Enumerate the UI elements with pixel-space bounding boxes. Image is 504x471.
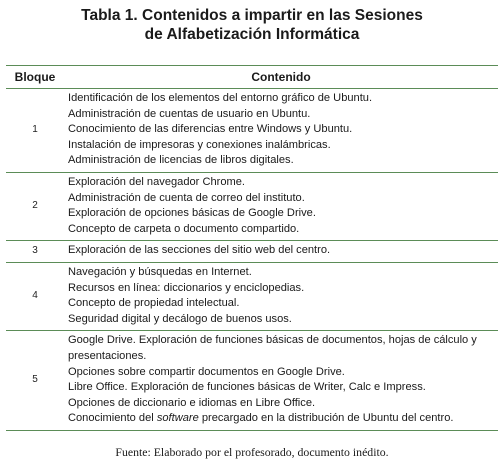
content-item: Administración de cuenta de correo del instituto. [68,191,305,204]
table-header [6,66,498,89]
content-item: Navegación y búsquedas en Internet. [68,265,252,278]
header-row [6,66,498,89]
content-item: Conocimiento de las diferencias entre Windows y Ubuntu. [68,123,353,136]
content-item: Exploración de las secciones del sitio web del centro. [68,244,331,257]
bloque-number: 4 [6,262,64,330]
content-item: Concepto de carpeta o documento compartido. [68,222,300,235]
content-item-prefix: Conocimiento del [68,412,157,425]
table-body [6,89,498,431]
table-title-line-2: de Alfabetización Informática [144,26,360,43]
table-row [6,262,498,330]
contenido-cell [64,262,498,330]
contenido-cell [64,241,498,263]
content-item: Opciones sobre compartir documentos en Google Drive. [68,365,345,378]
content-item: Instalación de impresoras y conexiones inalámbricas. [68,138,331,151]
content-item: Identificación de los elementos del entorno gráfico de Ubuntu. [68,92,373,104]
table-row [6,241,498,263]
table-title-line-1: Tabla 1. Contenidos a impartir en las Sesiones [81,7,423,24]
table-row [6,89,498,173]
content-item: Google Drive. Exploración de funciones básicas de documentos, hojas de cálculo y presentaciones. [68,334,477,362]
content-item: Exploración del navegador Chrome. [68,175,245,188]
contenido-cell [64,89,498,173]
content-item: Administración de cuentas de usuario en Ubuntu. [68,107,311,120]
contents-table-wrapper [6,65,498,431]
contenido-cell [64,172,498,240]
table-row [6,172,498,240]
content-item: Recursos en línea: diccionarios y enciclopedias. [68,281,305,294]
bloque-number: 1 [6,89,64,173]
bloque-number: 5 [6,331,64,431]
content-item: Concepto de propiedad intelectual. [68,297,240,310]
content-item: Libre Office. Exploración de funciones básicas de Writer, Calc e Impress. [68,381,426,394]
content-item-suffix: precargado en la distribución de Ubuntu del centro. [198,412,454,425]
header-bloque: Bloque [6,66,64,89]
bloque-number: 3 [6,241,64,263]
contents-table [6,65,498,431]
contenido-cell [64,331,498,431]
bloque-number: 2 [6,172,64,240]
content-item: Seguridad digital y decálogo de buenos usos. [68,312,292,325]
content-item: Exploración de opciones básicas de Google Drive. [68,207,316,220]
content-item-software [68,411,496,427]
table-row [6,331,498,431]
header-contenido: Contenido [64,66,498,89]
table-title [0,6,504,44]
content-item: Opciones de diccionario e idiomas en Libre Office. [68,396,316,409]
content-item: Administración de licencias de libros digitales. [68,154,294,167]
source-note: Fuente: Elaborado por el profesorado, documento inédito. [115,445,389,459]
content-item-emphasis: software [156,412,199,425]
